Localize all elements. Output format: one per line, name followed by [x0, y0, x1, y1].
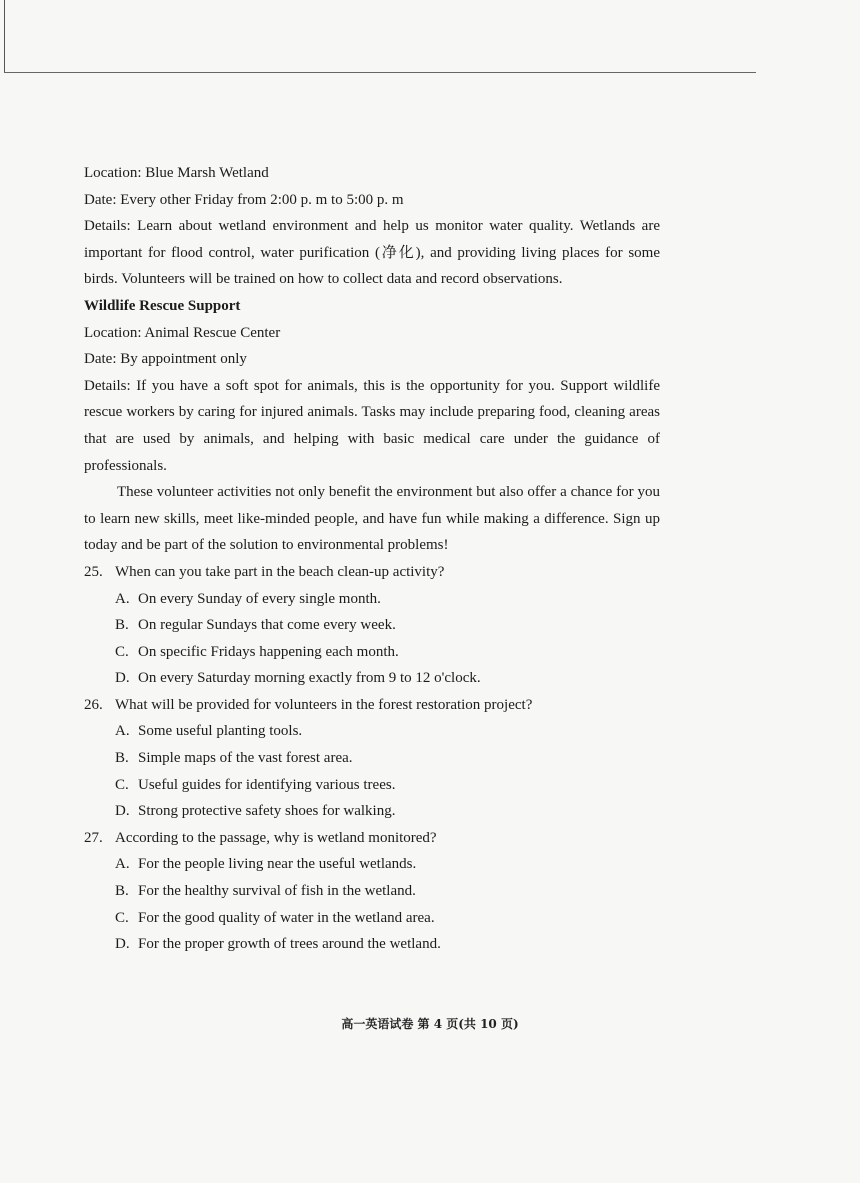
question-number: 27.	[84, 829, 103, 846]
option-label: D.	[115, 936, 130, 953]
question-text: When can you take part in the beach clean-up activity?	[115, 563, 445, 580]
option-text: Strong protective safety shoes for walking.	[138, 803, 396, 820]
wetland-activity	[84, 160, 660, 293]
option-c	[115, 905, 660, 932]
option-label: C.	[115, 643, 129, 660]
option-b	[115, 878, 660, 905]
wetland-date: Date: Every other Friday from 2:00 p. m to 5:00 p. m	[84, 191, 404, 208]
option-b	[115, 745, 660, 772]
option-c	[115, 639, 660, 666]
page-footer: 高一英语试卷 第 4 页(共 10 页)	[341, 1017, 519, 1031]
closing-paragraph: These volunteer activities not only benefit the environment but also offer a chance for you to learn new skills, meet like-minded people, and have fun while making a difference. Sign up today and be part of the solution to environmental problems!	[84, 484, 660, 554]
option-d	[115, 931, 660, 958]
wetland-location: Location: Blue Marsh Wetland	[84, 165, 269, 181]
option-label: B.	[115, 617, 129, 634]
option-label: A.	[115, 856, 130, 873]
option-text: On regular Sundays that come every week.	[138, 617, 396, 634]
option-text: Simple maps of the vast forest area.	[138, 750, 353, 767]
question-27	[84, 825, 660, 958]
wetland-details: Details: Learn about wetland environment and help us monitor water quality. Wetlands are important for flood control, water purification (净化), and providing living places for some birds. Volunteers will be trained on how to collect data and record observations.	[84, 218, 660, 288]
question-stem	[84, 559, 660, 586]
option-d	[115, 665, 660, 692]
option-label: A.	[115, 590, 130, 607]
option-text: For the people living near the useful wetlands.	[138, 856, 417, 873]
option-a	[115, 851, 660, 878]
option-label: B.	[115, 750, 129, 767]
wildlife-details: Details: If you have a soft spot for animals, this is the opportunity for you. Support wildlife rescue workers by caring for injured animals. Tasks may include preparing food, cleaning areas that are used by animals, and helping with basic medical care under the guidance of professionals.	[84, 377, 660, 474]
option-label: D.	[115, 670, 130, 687]
option-label: C.	[115, 909, 129, 926]
question-25	[84, 559, 660, 692]
option-label: C.	[115, 776, 129, 793]
question-text: According to the passage, why is wetland monitored?	[115, 829, 437, 846]
exam-page	[84, 160, 660, 958]
option-text: On specific Fridays happening each month.	[138, 643, 399, 660]
question-stem	[84, 692, 660, 719]
question-stem	[84, 825, 660, 852]
wildlife-location: Location: Animal Rescue Center	[84, 324, 281, 341]
wildlife-date: Date: By appointment only	[84, 351, 247, 368]
option-text: On every Saturday morning exactly from 9 to 12 o'clock.	[138, 670, 481, 687]
option-a	[115, 586, 660, 613]
top-rule	[4, 72, 756, 73]
option-text: On every Sunday of every single month.	[138, 590, 381, 607]
option-label: D.	[115, 803, 130, 820]
option-label: B.	[115, 883, 129, 900]
wildlife-heading: Wildlife Rescue Support	[84, 297, 241, 314]
option-text: Useful guides for identifying various trees.	[138, 776, 396, 793]
wildlife-activity	[84, 293, 660, 479]
question-number: 25.	[84, 563, 103, 580]
option-text: For the healthy survival of fish in the wetland.	[138, 883, 416, 900]
option-a	[115, 718, 660, 745]
option-text: For the good quality of water in the wetland area.	[138, 909, 435, 926]
question-number: 26.	[84, 696, 103, 713]
option-label: A.	[115, 723, 130, 740]
option-text: For the proper growth of trees around the wetland.	[138, 936, 441, 953]
page-edge	[4, 0, 5, 72]
question-text: What will be provided for volunteers in the forest restoration project?	[115, 696, 533, 713]
option-text: Some useful planting tools.	[138, 723, 303, 740]
option-b	[115, 612, 660, 639]
option-c	[115, 772, 660, 799]
question-26	[84, 692, 660, 825]
option-d	[115, 798, 660, 825]
